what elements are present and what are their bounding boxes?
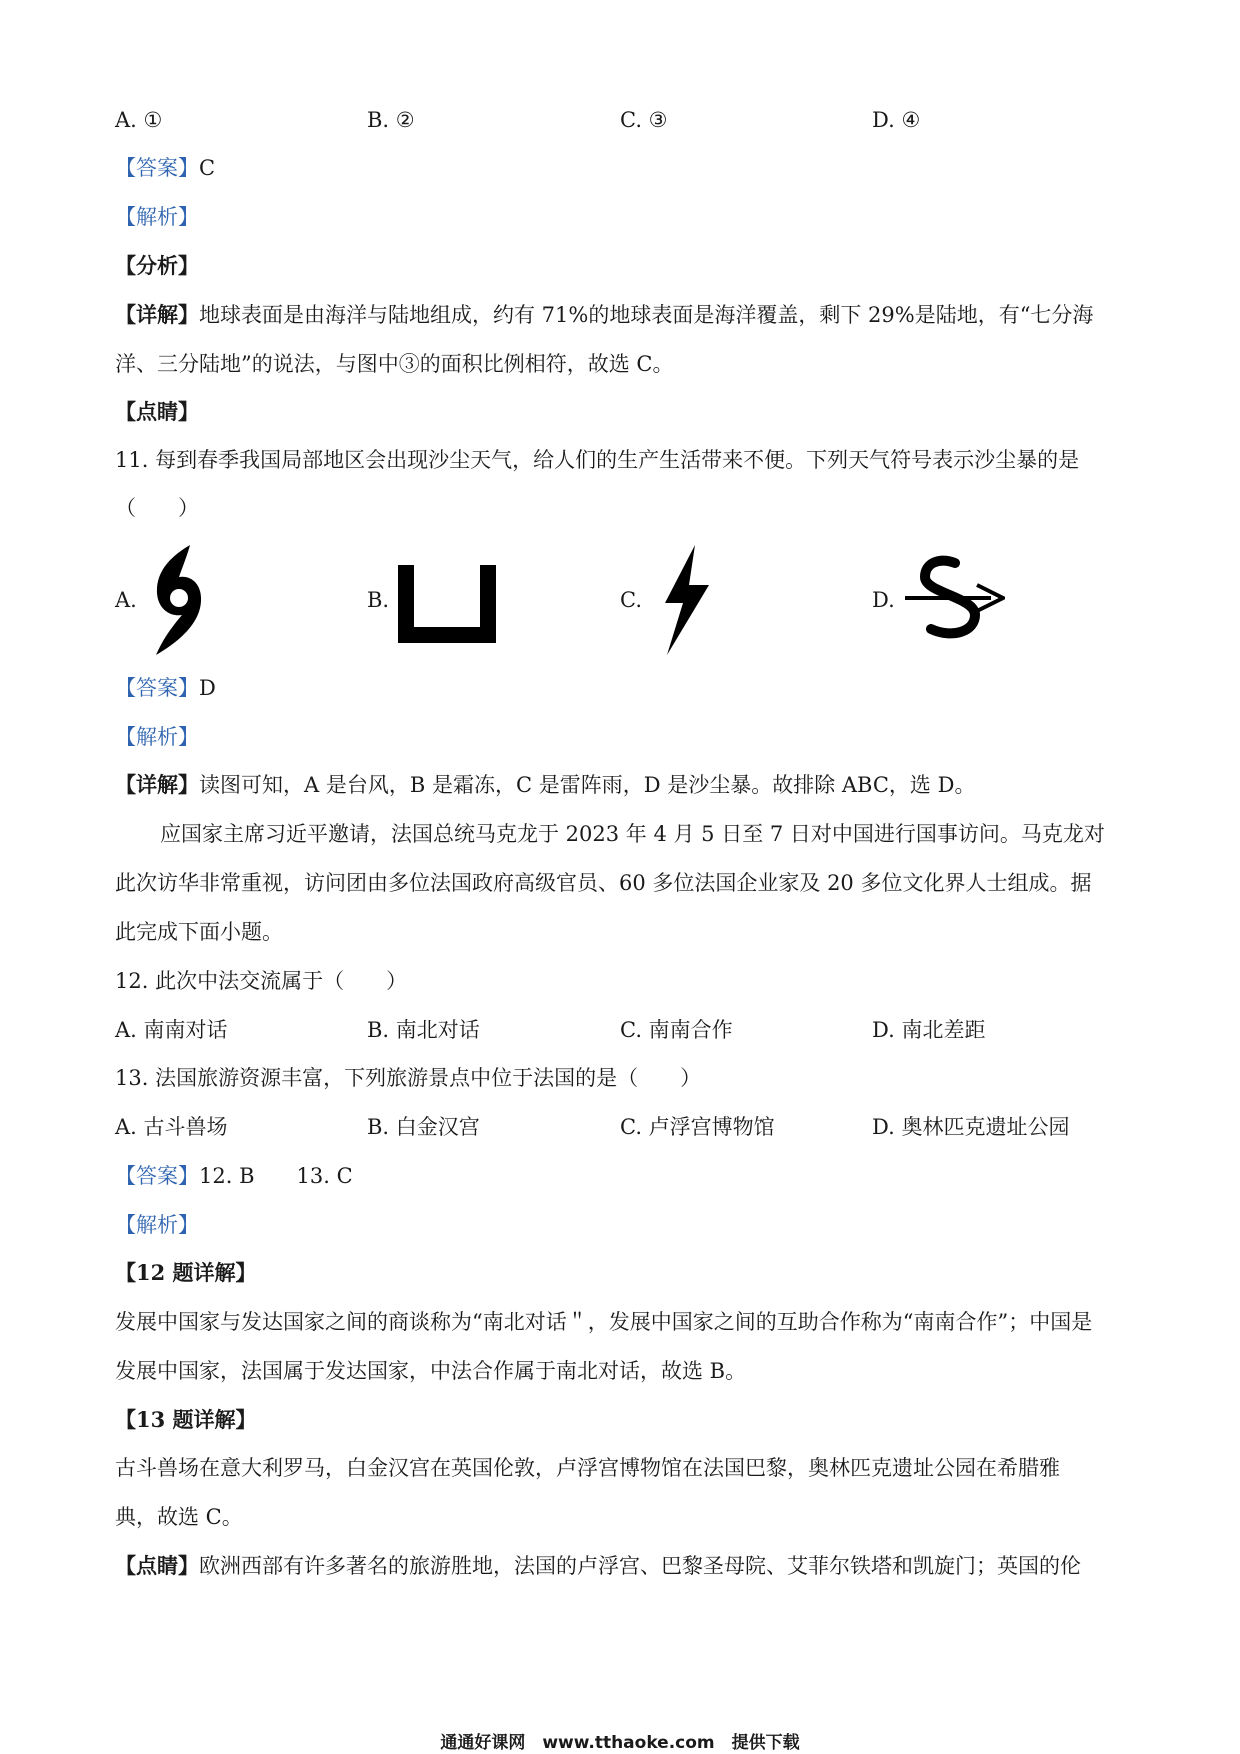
q13-option-d: D. 奥林匹克遗址公园 [872, 1115, 1070, 1139]
q10-dianjing-tag: 【点睛】 [115, 399, 199, 424]
q11-option-b-label: B. [367, 588, 390, 612]
q12-stem: 12. 此次中法交流属于（ ） [115, 969, 408, 993]
answer-value: 12. B 13. C [199, 1164, 353, 1188]
q10-option-d: D. ④ [872, 108, 921, 132]
q10-option-a: A. ① [115, 108, 163, 132]
dianjing-text: 欧洲西部有许多著名的旅游胜地，法国的卢浮宫、巴黎圣母院、艾菲尔铁塔和凯旋门；英国的伦 [199, 1554, 1081, 1578]
q11-option-d-label: D. [872, 588, 895, 612]
q11-option-c-label: C. [620, 588, 642, 612]
q10-answer [115, 154, 215, 182]
q13-detail-line-2: 典，故选 C。 [115, 1505, 243, 1529]
answer-tag: 【答案】 [115, 156, 199, 180]
q13-option-b: B. 白金汉宫 [367, 1115, 480, 1139]
q13-detail-tag: 【13 题详解】 [115, 1407, 257, 1432]
passage-line-2: 此次访华非常重视，访问团由多位法国政府高级官员、60 多位法国企业家及 20 多位文化界人士组成。据 [115, 871, 1092, 895]
q13-option-a: A. 古斗兽场 [115, 1115, 228, 1139]
thunderstorm-symbol-icon [655, 545, 711, 655]
sandstorm-symbol-icon [905, 555, 1005, 641]
q12-detail-line-1: 发展中国家与发达国家之间的商谈称为“南北对话＂，发展中国家之间的互助合作称为“南南合作”；中国是 [115, 1310, 1093, 1334]
detail-text: 地球表面是由海洋与陆地组成，约有 71%的地球表面是海洋覆盖，剩下 29%是陆地，有“七分海 [199, 303, 1094, 327]
q13-detail-line-1: 古斗兽场在意大利罗马，白金汉宫在英国伦敦，卢浮宫博物馆在法国巴黎，奥林匹克遗址公园在希腊雅 [115, 1456, 1060, 1480]
answer-tag: 【答案】 [115, 676, 199, 700]
frost-symbol-icon [398, 565, 496, 643]
q10-analysis-tag: 【解析】 [115, 205, 199, 229]
q13-option-c: C. 卢浮宫博物馆 [620, 1115, 775, 1139]
q10-option-b: B. ② [367, 108, 415, 132]
q10-detail-line-1 [115, 301, 1093, 329]
answer-tag: 【答案】 [115, 1164, 199, 1188]
page-footer: 通通好课网 www.tthaoke.com 提供下载 [440, 1733, 800, 1753]
q11-stem-line-2: （ ） [115, 496, 199, 520]
q10-fenxi-tag: 【分析】 [115, 253, 199, 278]
q13-stem: 13. 法国旅游资源丰富，下列旅游景点中位于法国的是（ ） [115, 1066, 702, 1090]
passage-line-3: 此完成下面小题。 [115, 920, 283, 944]
q11-stem-line-1: 11. 每到春季我国局部地区会出现沙尘天气，给人们的生产生活带来不便。下列天气符号表示沙尘暴的是 [115, 448, 1080, 472]
q11-detail [115, 771, 975, 799]
typhoon-symbol-icon [148, 545, 208, 655]
q12-13-dianjing [115, 1552, 1081, 1580]
q12-13-analysis-tag: 【解析】 [115, 1213, 199, 1237]
q11-analysis-tag: 【解析】 [115, 725, 199, 749]
q10-option-c: C. ③ [620, 108, 668, 132]
detail-tag: 【详解】 [115, 302, 199, 327]
q12-option-a: A. 南南对话 [115, 1018, 228, 1042]
q12-option-d: D. 南北差距 [872, 1018, 986, 1042]
answer-value: D [199, 676, 216, 700]
q12-detail-tag: 【12 题详解】 [115, 1260, 257, 1285]
q10-detail-line-2: 洋、三分陆地”的说法，与图中③的面积比例相符，故选 C。 [115, 352, 674, 376]
dianjing-tag: 【点睛】 [115, 1553, 199, 1578]
passage-line-1: 应国家主席习近平邀请，法国总统马克龙于 2023 年 4 月 5 日至 7 日对中国进行国事访问。马克龙对 [160, 822, 1105, 846]
detail-tag: 【详解】 [115, 772, 199, 797]
q11-option-a-label: A. [115, 588, 137, 612]
q12-13-answer [115, 1162, 353, 1190]
detail-text: 读图可知，A 是台风，B 是霜冻，C 是雷阵雨，D 是沙尘暴。故排除 ABC，选 D。 [199, 773, 976, 797]
q12-option-b: B. 南北对话 [367, 1018, 480, 1042]
q12-detail-line-2: 发展中国家，法国属于发达国家，中法合作属于南北对话，故选 B。 [115, 1359, 747, 1383]
q11-answer [115, 674, 216, 702]
q12-option-c: C. 南南合作 [620, 1018, 733, 1042]
answer-value: C [199, 156, 216, 180]
